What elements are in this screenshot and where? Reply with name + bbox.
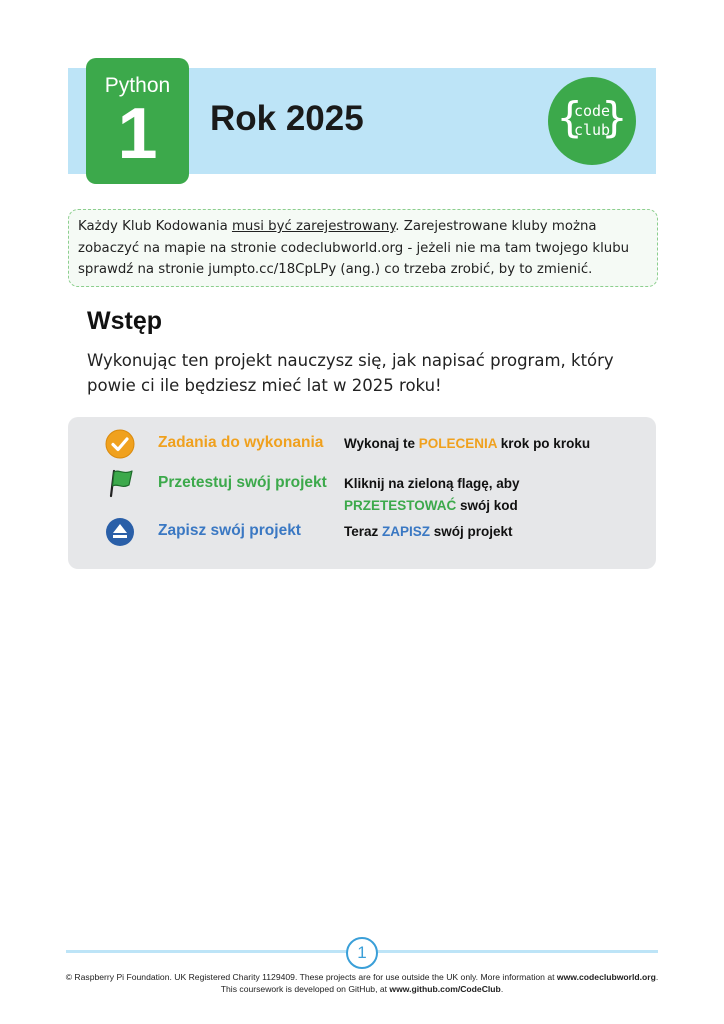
legend-tasks-desc-highlight: POLECENIA	[418, 436, 498, 451]
footer-line-2-pre: This coursework is developed on GitHub, at	[220, 983, 390, 994]
notice-text-end: . Zarejestrowane kluby można zobaczyć na mapie na stronie codeclubworld.org - jeżeli nie ma tam twojego klubu sprawdź na stronie jumpto.cc/18CpLPy (ang.) co trzeba zrobić, by to zmienić.	[78, 219, 630, 277]
legend-save-label: Zapisz swój projekt	[158, 522, 301, 539]
footer-line-2-post: .	[500, 983, 504, 994]
legend-tasks-label: Zadania do wykonania	[158, 434, 324, 451]
page-number: 1	[346, 937, 378, 969]
legend-tasks-desc-post: krok po kroku	[497, 436, 591, 451]
notice-text-start: Każdy Klub Kodowania	[78, 219, 232, 234]
legend-test-desc-highlight: PRZETESTOWAĆ	[344, 498, 457, 513]
registration-link[interactable]: musi być zarejestrowany	[231, 219, 396, 234]
section-heading: Wstęp	[87, 307, 162, 335]
legend-save-desc-pre: Teraz	[344, 524, 383, 539]
footer-line-1	[0, 972, 724, 984]
level-badge	[86, 58, 189, 184]
legend-save-desc	[344, 521, 634, 543]
right-brace-icon: }	[601, 93, 627, 142]
legend-save-desc-post: swój projekt	[430, 524, 513, 539]
level-language: Python	[104, 74, 171, 97]
left-brace-icon: {	[557, 93, 583, 142]
level-number: 1	[117, 94, 158, 174]
footer-line-2	[0, 984, 724, 996]
legend-test-desc	[344, 473, 634, 517]
legend-test-desc-pre: Kliknij na zieloną flagę, aby	[344, 476, 520, 491]
checkmark-icon	[105, 429, 135, 459]
codeclubworld-link[interactable]: www.codeclubworld.org	[556, 972, 656, 982]
footer-line-1-pre: © Raspberry Pi Foundation. UK Registered Charity 1129409. These projects are for use outside the UK only. More information at	[65, 972, 557, 982]
legend-box	[68, 417, 656, 569]
code-club-logo	[548, 77, 636, 165]
page-title: Rok 2025	[210, 99, 364, 138]
footer-line-1-post: .	[655, 972, 659, 982]
legend-save-desc-highlight: ZAPISZ	[382, 524, 431, 539]
logo-text-line2: club	[573, 121, 611, 139]
registration-notice	[68, 209, 658, 287]
logo-text-line1: code	[573, 102, 611, 120]
legend-tasks-desc-pre: Wykonaj te	[344, 436, 419, 451]
green-flag-icon	[105, 468, 135, 498]
save-eject-icon	[105, 517, 135, 547]
legend-test-label: Przetestuj swój projekt	[158, 474, 327, 491]
footer-text	[0, 972, 724, 995]
legend-test-desc-post: swój kod	[456, 498, 518, 513]
legend-tasks-desc	[344, 433, 634, 455]
github-link[interactable]: www.github.com/CodeClub	[389, 983, 501, 994]
intro-text: Wykonując ten projekt nauczysz się, jak napisać program, który powie ci ile będziesz mieć lat w 2025 roku!	[87, 351, 614, 395]
